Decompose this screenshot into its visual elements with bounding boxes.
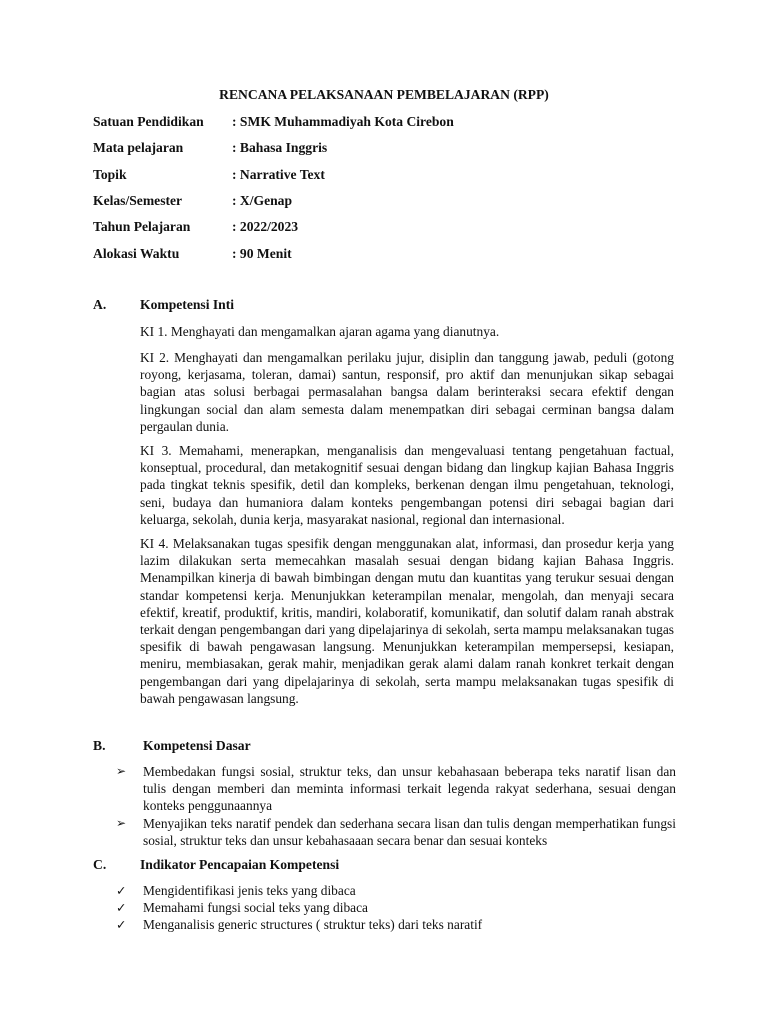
list-item bbox=[116, 899, 676, 916]
list-item bbox=[116, 763, 676, 815]
list-item-text: Menyajikan teks naratif pendek dan sederhana secara lisan dan tulis dengan memperhatikan fungsi sosial, struktur teks dan unsur kebahasaaan secara benar dan sesuai konteks bbox=[143, 815, 676, 848]
meta-label: Kelas/Semester bbox=[93, 193, 183, 208]
meta-value: : X/Genap bbox=[232, 193, 293, 208]
ki-2-paragraph: KI 2. Menghayati dan mengamalkan perilaku jujur, disiplin dan tanggung jawab, peduli (gotong royong, kerjasama, toleran, damai) santun, responsif, pro aktif dan menunjukan sikap sebagai bagian atas solusi berbagai permasalahan bangsa dalam berinteraksi secara efektif dengan lingkungan social dan alam semesta dalam menempatkan diri sebagai cerminan bangsa dalam pergaulan dunia. bbox=[140, 350, 674, 434]
meta-label: Alokasi Waktu bbox=[93, 246, 180, 261]
list-item-text: Menganalisis generic structures ( struktur teks) dari teks naratif bbox=[143, 917, 483, 933]
meta-value: : 2022/2023 bbox=[232, 219, 299, 234]
list-item-text: Mengidentifikasi jenis teks yang dibaca bbox=[143, 883, 356, 898]
section-c-heading: Indikator Pencapaian Kompetensi bbox=[140, 857, 340, 872]
section-a-heading: Kompetensi Inti bbox=[140, 297, 235, 312]
list-item bbox=[116, 882, 676, 899]
meta-value: : 90 Menit bbox=[232, 246, 292, 261]
list-item bbox=[116, 916, 676, 933]
check-mark-icon: ✓ bbox=[116, 917, 127, 933]
ki-1-paragraph: KI 1. Menghayati dan mengamalkan ajaran agama yang dianutnya. bbox=[140, 324, 500, 339]
check-mark-icon: ✓ bbox=[116, 883, 127, 898]
section-b-heading: Kompetensi Dasar bbox=[143, 738, 251, 753]
meta-label: Satuan Pendidikan bbox=[93, 114, 204, 129]
kompetensi-dasar-list bbox=[116, 763, 676, 849]
meta-value: : Narrative Text bbox=[232, 167, 325, 182]
ki-4-paragraph: KI 4. Melaksanakan tugas spesifik dengan menggunakan alat, informasi, dan prosedur kerja yang lazim dilakukan serta memecahkan masalah sesuai dengan bidang kajian Bahasa Inggris. Menampilkan kinerja di bawah bimbingan dengan mutu dan kuantitas yang terukur sesuai dengan standar kompetensi kerja. Menunjukkan keterampilan menalar, mengolah, dan menyaji secara efektif, kreatif, produktif, kritis, mandiri, kolaboratif, komunikatif, dan solutif dalam ranah abstrak terkait dengan pengembangan dari yang dipelajarinya di sekolah, serta mampu melaksanakan tugas spesifik di bawah pengawasan langsung. Menunjukkan keterampilan mempersepsi, kesiapan, meniru, membiasakan, gerak mahir, menjadikan gerak alami dalam ranah konkret terkait dengan pengembangan dari yang dipelajarinya di sekolah, serta mampu melaksanakan tugas spesifik di bawah pengawasan langsung. bbox=[140, 536, 674, 706]
list-item-text: Membedakan fungsi sosial, struktur teks, dan unsur kebahasaan beberapa teks naratif lisan dan tulis dengan memberi dan meminta informasi terkait legenda rakyat sederhana, sesuai dengan konteks penggunaannya bbox=[143, 764, 676, 814]
list-item bbox=[116, 815, 676, 849]
meta-label: Mata pelajaran bbox=[93, 140, 184, 155]
list-item-text: Memahami fungsi social teks yang dibaca bbox=[143, 900, 368, 916]
indikator-list bbox=[116, 882, 676, 934]
meta-value: : Bahasa Inggris bbox=[232, 140, 328, 155]
section-b-letter: B. bbox=[93, 738, 106, 753]
ki-3-paragraph: KI 3. Memahami, menerapkan, menganalisis dan mengevaluasi tentang pengetahuan factual, konseptual, procedural, dan metakognitif sesuai dengan bidang dan lingkup kajian Bahasa Inggris pada tingkat teknis spesifik, detil dan kompleks, berkenan dengan ilmu pengetahuan, teknologi, seni, budaya dan humaniora dalam konteks pengembangan potensi diri sebagai bagian dari keluarga, sekolah, dunia kerja, masyarakat nasional, regional dan internasional. bbox=[140, 443, 674, 527]
document-title: RENCANA PELAKSANAAN PEMBELAJARAN (RPP) bbox=[219, 87, 549, 102]
section-c-letter: C. bbox=[93, 857, 107, 872]
section-a-letter: A. bbox=[93, 297, 107, 312]
meta-label: Tahun Pelajaran bbox=[93, 219, 191, 234]
arrow-bullet-icon: ➢ bbox=[116, 764, 127, 778]
arrow-bullet-icon: ➢ bbox=[116, 815, 127, 830]
check-mark-icon: ✓ bbox=[116, 900, 127, 916]
meta-value: : SMK Muhammadiyah Kota Cirebon bbox=[232, 114, 454, 129]
meta-label: Topik bbox=[93, 167, 127, 182]
